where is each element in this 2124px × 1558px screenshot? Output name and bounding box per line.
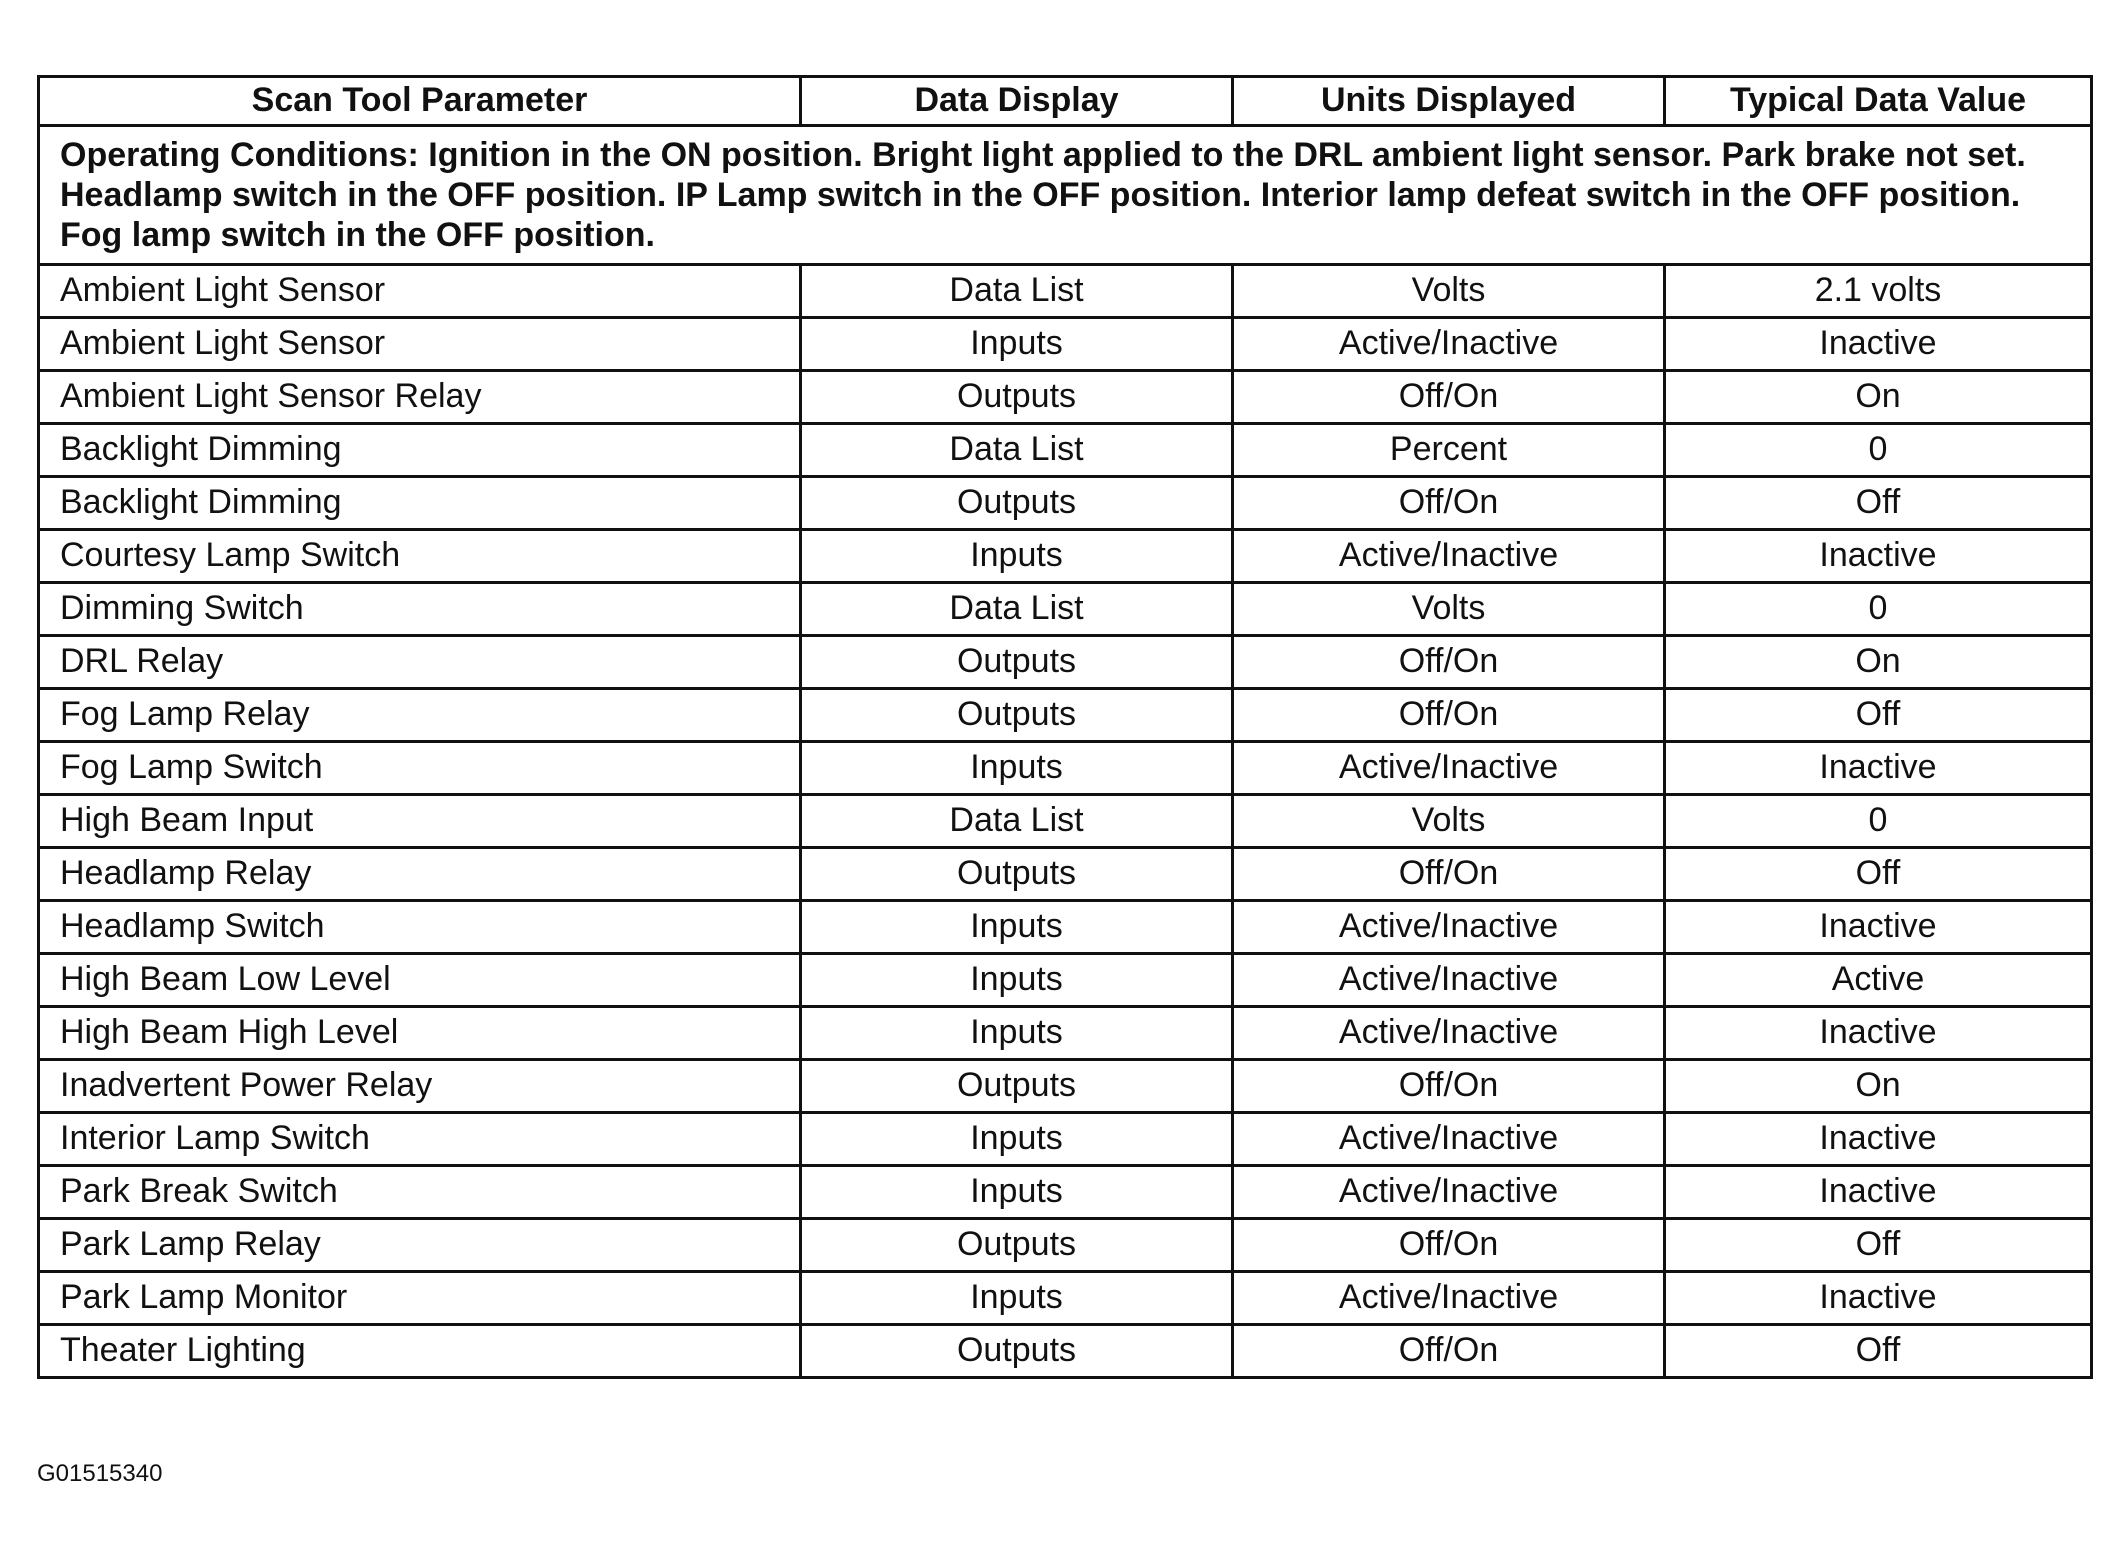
parameter-cell: High Beam High Level xyxy=(39,1007,801,1060)
typical-value-cell: Inactive xyxy=(1665,530,2092,583)
parameter-cell: Ambient Light Sensor Relay xyxy=(39,371,801,424)
units-displayed-cell: Volts xyxy=(1233,265,1665,318)
table-row xyxy=(39,1272,2092,1325)
typical-value-cell: Inactive xyxy=(1665,1166,2092,1219)
units-displayed-cell: Volts xyxy=(1233,583,1665,636)
header-row xyxy=(39,77,2092,126)
data-display-cell: Outputs xyxy=(801,371,1233,424)
parameter-cell: Headlamp Relay xyxy=(39,848,801,901)
parameter-cell: Headlamp Switch xyxy=(39,901,801,954)
parameter-cell: Courtesy Lamp Switch xyxy=(39,530,801,583)
data-display-cell: Inputs xyxy=(801,742,1233,795)
table-row xyxy=(39,1060,2092,1113)
data-display-cell: Outputs xyxy=(801,477,1233,530)
table-row xyxy=(39,1325,2092,1378)
parameter-cell: Theater Lighting xyxy=(39,1325,801,1378)
data-display-cell: Outputs xyxy=(801,689,1233,742)
data-display-cell: Inputs xyxy=(801,954,1233,1007)
typical-value-cell: Inactive xyxy=(1665,1007,2092,1060)
table-row xyxy=(39,477,2092,530)
parameter-cell: Park Lamp Relay xyxy=(39,1219,801,1272)
data-display-cell: Inputs xyxy=(801,530,1233,583)
table-row xyxy=(39,583,2092,636)
data-display-cell: Inputs xyxy=(801,1007,1233,1060)
units-displayed-cell: Volts xyxy=(1233,795,1665,848)
typical-value-cell: Inactive xyxy=(1665,1272,2092,1325)
parameter-cell: Backlight Dimming xyxy=(39,424,801,477)
data-display-cell: Outputs xyxy=(801,1325,1233,1378)
parameter-cell: Ambient Light Sensor xyxy=(39,265,801,318)
table-row xyxy=(39,742,2092,795)
table-row xyxy=(39,636,2092,689)
data-display-cell: Data List xyxy=(801,795,1233,848)
table-row xyxy=(39,848,2092,901)
typical-value-cell: On xyxy=(1665,371,2092,424)
table-row xyxy=(39,371,2092,424)
typical-value-cell: Active xyxy=(1665,954,2092,1007)
parameter-cell: Ambient Light Sensor xyxy=(39,318,801,371)
scan-tool-table xyxy=(37,75,2093,1379)
typical-value-cell: Inactive xyxy=(1665,901,2092,954)
data-display-cell: Inputs xyxy=(801,901,1233,954)
table-row xyxy=(39,901,2092,954)
units-displayed-cell: Off/On xyxy=(1233,1219,1665,1272)
units-displayed-cell: Off/On xyxy=(1233,477,1665,530)
data-display-cell: Data List xyxy=(801,424,1233,477)
units-displayed-cell: Active/Inactive xyxy=(1233,901,1665,954)
units-displayed-cell: Active/Inactive xyxy=(1233,530,1665,583)
table-row xyxy=(39,689,2092,742)
units-displayed-cell: Off/On xyxy=(1233,636,1665,689)
typical-value-cell: Off xyxy=(1665,848,2092,901)
typical-value-cell: Off xyxy=(1665,689,2092,742)
units-displayed-cell: Active/Inactive xyxy=(1233,954,1665,1007)
header-typical-data-value: Typical Data Value xyxy=(1665,77,2092,126)
table-row xyxy=(39,318,2092,371)
parameter-cell: Dimming Switch xyxy=(39,583,801,636)
parameter-cell: Park Break Switch xyxy=(39,1166,801,1219)
data-display-cell: Outputs xyxy=(801,1060,1233,1113)
typical-value-cell: On xyxy=(1665,636,2092,689)
table-row xyxy=(39,1113,2092,1166)
typical-value-cell: 0 xyxy=(1665,424,2092,477)
table-row xyxy=(39,954,2092,1007)
operating-conditions: Operating Conditions: Ignition in the ON position. Bright light applied to the DRL ambient light sensor. Park brake not set. Headlamp switch in the OFF position. IP Lamp switch in the OFF position. Interior lamp defeat switch in the OFF position. Fog lamp switch in the OFF position. xyxy=(39,126,2092,265)
parameter-cell: Fog Lamp Relay xyxy=(39,689,801,742)
typical-value-cell: On xyxy=(1665,1060,2092,1113)
header-scan-tool-parameter: Scan Tool Parameter xyxy=(39,77,801,126)
table-row xyxy=(39,795,2092,848)
data-display-cell: Outputs xyxy=(801,636,1233,689)
table-row xyxy=(39,1007,2092,1060)
units-displayed-cell: Active/Inactive xyxy=(1233,742,1665,795)
typical-value-cell: 2.1 volts xyxy=(1665,265,2092,318)
typical-value-cell: Off xyxy=(1665,477,2092,530)
parameter-cell: Inadvertent Power Relay xyxy=(39,1060,801,1113)
data-display-cell: Outputs xyxy=(801,848,1233,901)
parameter-cell: Backlight Dimming xyxy=(39,477,801,530)
typical-value-cell: Off xyxy=(1665,1219,2092,1272)
units-displayed-cell: Active/Inactive xyxy=(1233,1166,1665,1219)
data-display-cell: Inputs xyxy=(801,318,1233,371)
data-display-cell: Inputs xyxy=(801,1272,1233,1325)
table-row xyxy=(39,424,2092,477)
table-row xyxy=(39,1166,2092,1219)
units-displayed-cell: Off/On xyxy=(1233,848,1665,901)
units-displayed-cell: Off/On xyxy=(1233,1060,1665,1113)
operating-conditions-row xyxy=(39,126,2092,265)
table-row xyxy=(39,265,2092,318)
parameter-cell: DRL Relay xyxy=(39,636,801,689)
parameter-cell: Park Lamp Monitor xyxy=(39,1272,801,1325)
header-data-display: Data Display xyxy=(801,77,1233,126)
data-display-cell: Data List xyxy=(801,583,1233,636)
figure-code: G01515340 xyxy=(37,1460,163,1487)
scan-tool-table-container xyxy=(37,75,2090,1379)
parameter-cell: High Beam Low Level xyxy=(39,954,801,1007)
table-row xyxy=(39,530,2092,583)
data-display-cell: Data List xyxy=(801,265,1233,318)
units-displayed-cell: Off/On xyxy=(1233,689,1665,742)
units-displayed-cell: Active/Inactive xyxy=(1233,1007,1665,1060)
parameter-cell: Interior Lamp Switch xyxy=(39,1113,801,1166)
header-units-displayed: Units Displayed xyxy=(1233,77,1665,126)
typical-value-cell: 0 xyxy=(1665,583,2092,636)
units-displayed-cell: Off/On xyxy=(1233,1325,1665,1378)
typical-value-cell: 0 xyxy=(1665,795,2092,848)
units-displayed-cell: Active/Inactive xyxy=(1233,318,1665,371)
table-row xyxy=(39,1219,2092,1272)
units-displayed-cell: Active/Inactive xyxy=(1233,1272,1665,1325)
typical-value-cell: Inactive xyxy=(1665,318,2092,371)
data-display-cell: Inputs xyxy=(801,1113,1233,1166)
data-display-cell: Inputs xyxy=(801,1166,1233,1219)
parameter-cell: Fog Lamp Switch xyxy=(39,742,801,795)
typical-value-cell: Inactive xyxy=(1665,742,2092,795)
data-display-cell: Outputs xyxy=(801,1219,1233,1272)
units-displayed-cell: Percent xyxy=(1233,424,1665,477)
units-displayed-cell: Active/Inactive xyxy=(1233,1113,1665,1166)
typical-value-cell: Off xyxy=(1665,1325,2092,1378)
units-displayed-cell: Off/On xyxy=(1233,371,1665,424)
parameter-cell: High Beam Input xyxy=(39,795,801,848)
typical-value-cell: Inactive xyxy=(1665,1113,2092,1166)
